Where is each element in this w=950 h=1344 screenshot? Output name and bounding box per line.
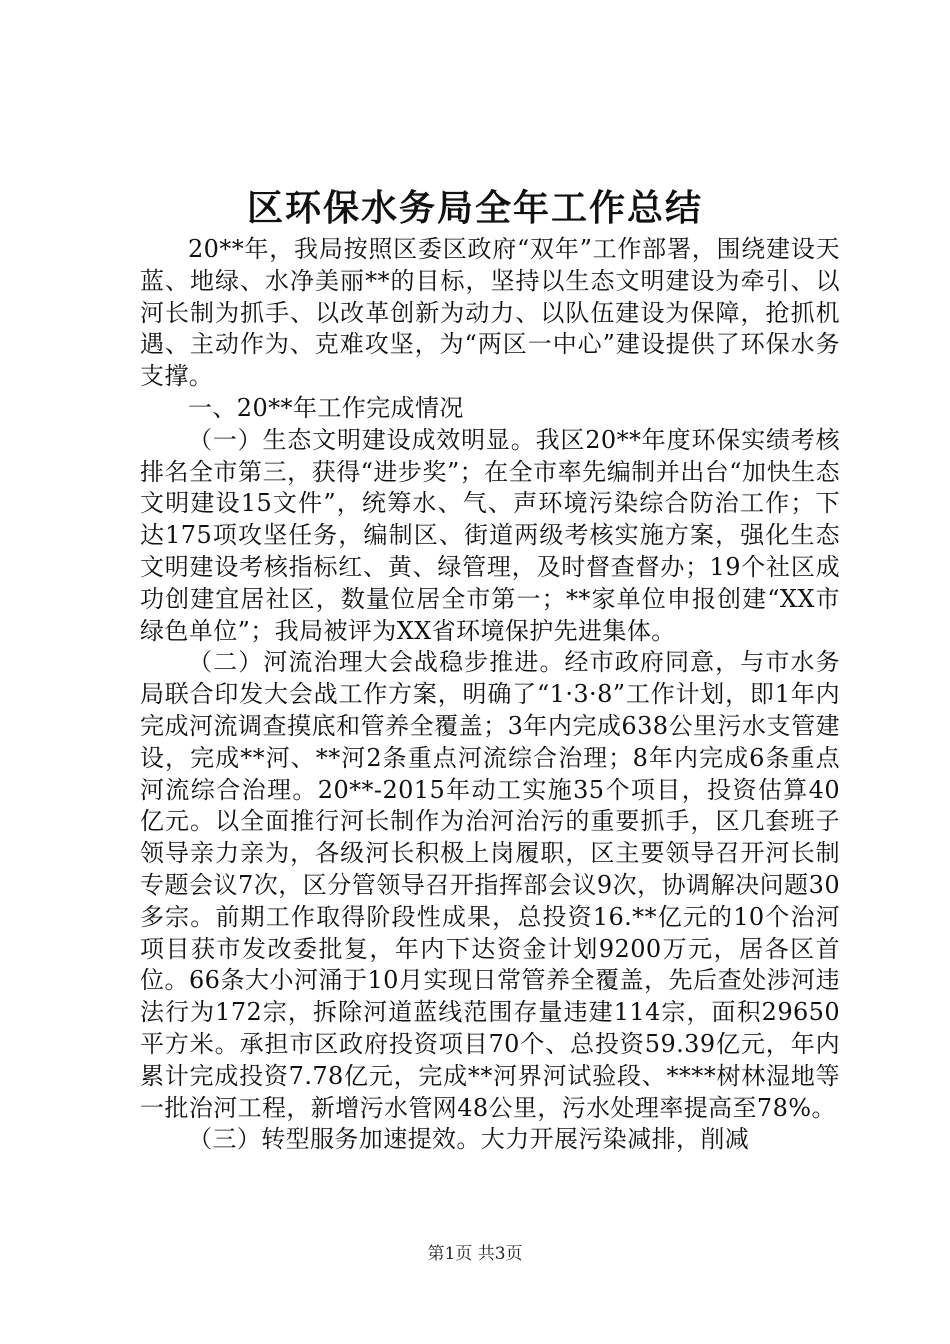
paragraph-ecology: （一）生态文明建设成效明显。我区20**年度环保实绩考核排名全市第三，获得“进步奖”；在全市率先编制并出台“加快生态文明建设15文件”，统筹水、气、声环境污染综合防治工作；下达175项攻坚任务，编制区、街道两级考核实施方案，强化生态文明建设考核指标红、黄、绿管理，及时督查督办；19个社区成功创建宜居社区，数量位居全市第一；**家单位申报创建“XX市绿色单位”；我局被评为XX省环境保护先进集体。 xyxy=(140,425,840,645)
intro-paragraph: 20**年，我局按照区委区政府“双年”工作部署，围绕建设天蓝、地绿、水净美丽**的目标，坚持以生态文明建设为牵引、以河长制为抓手、以改革创新为动力、以队伍建设为保障，抢抓机遇、主动作为、克难攻坚，为“两区一中心”建设提供了环保水务支撑。 xyxy=(140,235,840,391)
page-footer: 第1页 共3页 xyxy=(427,1244,523,1264)
section-heading: 一、20**年工作完成情况 xyxy=(188,393,464,422)
paragraph-transformation: （三）转型服务加速提效。大力开展污染减排，削减 xyxy=(188,1125,750,1154)
document-title: 区环保水务局全年工作总结 xyxy=(246,188,703,229)
document-body xyxy=(140,234,840,1156)
paragraph-river-governance: （二）河流治理大会战稳步推进。经市政府同意，与市水务局联合印发大会战工作方案，明确了“1·3·8”工作计划，即1年内完成河流调查摸底和管养全覆盖；3年内完成638公里污水支管建设，完成**河、**河2条重点河流综合治理；8年内完成6条重点河流综合治理。20**-2015年动工实施35个项目，投资估算40亿元。以全面推行河长制作为治河治污的重要抓手，区几套班子领导亲力亲为，各级河长积极上岗履职，区主要领导召开河长制专题会议7次，区分管领导召开指挥部会议9次，协调解决问题30多宗。前期工作取得阶段性成果，总投资16.**亿元的10个治河项目获市发改委批复，年内下达资金计划9200万元，居各区首位。66条大小河涌于10月实现日常管养全覆盖，先后查处涉河违法行为172宗，拆除河道蓝线范围存量违建114宗，面积29650平方米。承担市区政府投资项目70个、总投资59.39亿元，年内累计完成投资7.78亿元，完成**河界河试验段、****树林湿地等一批治河工程，新增污水管网48公里，污水处理率提高至78%。 xyxy=(140,648,840,1122)
